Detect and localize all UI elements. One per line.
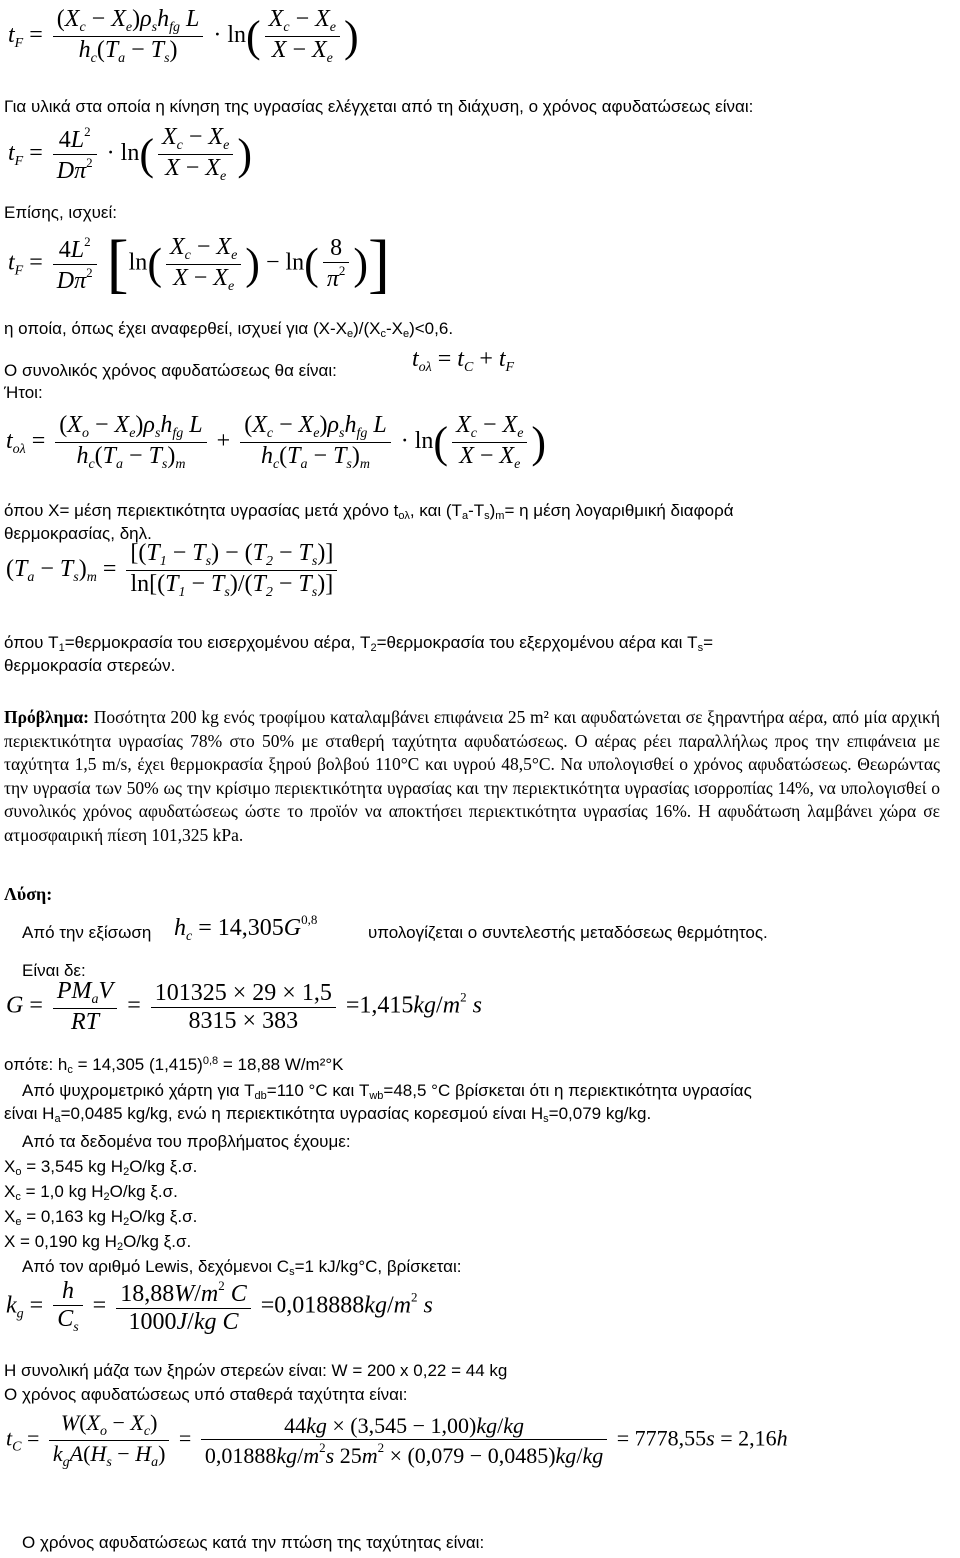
data-xe: Xe = 0,163 kg H2O/kg ξ.σ.: [4, 1207, 198, 1228]
paragraph-where-x: όπου X= μέση περιεκτικότητα υγρασίας μετά χρόνο tολ, και (Ta-Ts)m= η μέση λογαριθμική διαφορά: [4, 501, 734, 522]
equation-total-time: $t_{o\lambda} = t_C + t_F$: [412, 346, 515, 375]
solution-heading: Λύση:: [4, 884, 53, 904]
paragraph-hc-value: οπότε: hc = 14,305 $(1,415)^{0,8} = 18,88$ W/m²°K: [4, 1055, 344, 1076]
data-xc: Xc = 1,0 kg H2O/kg ξ.σ.: [4, 1182, 178, 1203]
equation-hc: $h_c = 14,305G^{0,8}$: [174, 912, 318, 944]
problem-statement: Πρόβλημα: Ποσότητα 200 kg ενός τροφίμου καταλαμβάνει επιφάνεια 25 m² και αφυδατώνεται σε ξηραντήρα αέρα, από μία αρχική περιεκτικότητα υγρασίας 78% στο 50% με σταθερή ταχύτητα αφυδατώσεως. Ο αέρας ρέει παραλλήλως προς την επιφάνεια με ταχύτητα 1,5 m/s, έχει θερμοκρασία ξηρού βολβού 110°C και υγρού 48,5°C. Να υπολογισθεί ο χρόνος αφυδατώσεως. Θεωρώντας την υγρασία των 50% ως την κρίσιμο περιεκτικότητα υγρασίας και την περιεκτικότητα υγρασίας ισορροπίας 14%, να υπολογισθεί ο συνολικός χρόνος αφυδατώσεως ώστε το προϊόν να αποκτήσει περιεκτικότητα υγρασίας 16%. Η αφυδάτωση λαμβάνει χώρα σε ατμοσφαιρική πίεση 101,325 kPa.: [4, 707, 940, 845]
paragraph-psychrometric-2: είναι Ha=0,0485 kg/kg, ενώ η περιεκτικότητα υγρασίας κορεσμού είναι Hs=0,079 kg/kg.: [4, 1104, 652, 1125]
equation-tc: $t_C$ = $\frac{W(X_o - X_c)}{k_gA(H_s - H_a)}$ = $\frac{44kg \times (3,545 - 1,00)kg/kg}{0,01888kg/m^2s 25m^2 \times (0,079 - 0,0485)kg/kg}$ = 7778,55s = 2,16h: [6, 1410, 788, 1470]
paragraph-from-equation: Από την εξίσωση: [22, 923, 152, 942]
equation-tf-diffusion: $t_F$ = $\frac{4L^2}{D\pi^2}$ · ln( $\frac{X_c - X_e}{X - X_e}$ ): [8, 124, 252, 184]
equation-kg: $k_g$ = $\frac{h}{C_s}$ = $\frac{18,88W/m^2 C}{\text{1000J/kg C}}$ $=0,018888kg/m^2$ s: [6, 1278, 433, 1335]
paragraph-given: Είναι δε:: [22, 961, 86, 980]
paragraph-diffusion: Για υλικά στα οποία η κίνηση της υγρασίας ελέγχεται από τη διάχυση, ο χρόνος αφυδατώσεως είναι:: [4, 97, 754, 116]
equation-log-mean: $(T_a - T_s)_m$ = $\frac{[(T_1 - T_s) - (T_2 - T_s)]}{\ln[(T_1 - T_s)/(T_2 - T_s)]}$: [6, 540, 341, 601]
equation-g: G = $\frac{PM_aV}{RT}$ = $\frac{101325 \times 29 \times 1,5}{8315 \times 383}$ $=1,415kg/m^2$ s: [6, 978, 482, 1035]
paragraph-psychrometric: Από ψυχρομετρικό χάρτη για Tdb=110 °C και Twb=48,5 °C βρίσκεται ότι η περιεκτικότητα υγρασίας: [22, 1081, 752, 1102]
equation-tf-constant: $t_F$ = $\frac{(X_c - X_e)\rho_sh_{fg} L}{h_c(T_a - T_s)}$ · ln( $\frac{X_c - X_e}{X - X_e}$ ): [8, 6, 359, 66]
paragraph-where-x-2: θερμοκρασίας, δηλ.: [4, 524, 152, 543]
paragraph-falling-rate: Ο χρόνος αφυδατώσεως κατά την πτώση της ταχύτητας είναι:: [22, 1533, 485, 1552]
data-x: X = 0,190 kg H2O/kg ξ.σ.: [4, 1232, 192, 1253]
paragraph-calc-coefficient: υπολογίζεται ο συντελεστής μεταδόσεως θερμότητος.: [368, 923, 768, 942]
paragraph-mass: Η συνολική μάζα των ξηρών στερεών είναι: W = 200 x 0,22 = 44 kg: [4, 1361, 508, 1380]
paragraph-lewis: Από τον αριθμό Lewis, δεχόμενοι Cs=1 kJ/kg°C, βρίσκεται:: [22, 1257, 462, 1278]
paragraph-also: Επίσης, ισχυεί:: [4, 203, 117, 222]
paragraph-ie: Ήτοι:: [4, 383, 43, 402]
paragraph-total-time: Ο συνολικός χρόνος αφυδατώσεως θα είναι:: [4, 361, 337, 380]
equation-total-expanded: $t_{o\lambda}$ = $\frac{(X_o - X_e)\rho_sh_{fg} L}{h_c(T_a - T_s)_m}$ + $\frac{(X_c - X_e)\rho_sh_{fg} L}{h_c(T_a - T_s)_m}$ · ln( $\frac{X_c - X_e}{X - X_e}$ ): [6, 412, 547, 472]
paragraph-constant-rate: Ο χρόνος αφυδατώσεως υπό σταθερά ταχύτητα είναι:: [4, 1385, 408, 1404]
paragraph-where-t: όπου T1=θερμοκρασία του εισερχομένου αέρα, T2=θερμοκρασία του εξερχομένου αέρα και Ts=: [4, 633, 714, 654]
paragraph-where-t-2: θερμοκρασία στερεών.: [4, 656, 176, 675]
equation-tf-series: $t_F$ = $\frac{4L^2}{D\pi^2}$ [ln( $\frac{X_c - X_e}{X - X_e}$ ) − ln( $\frac{8}{\pi^2}$ )]: [8, 227, 390, 300]
paragraph-data: Από τα δεδομένα του προβλήματος έχουμε:: [22, 1132, 351, 1151]
data-xo: Xo = 3,545 kg H2O/kg ξ.σ.: [4, 1157, 198, 1178]
paragraph-validity: η οποία, όπως έχει αναφερθεί, ισχυεί για (X-Xe)/(Xc-Xe)<0,6.: [4, 319, 454, 340]
